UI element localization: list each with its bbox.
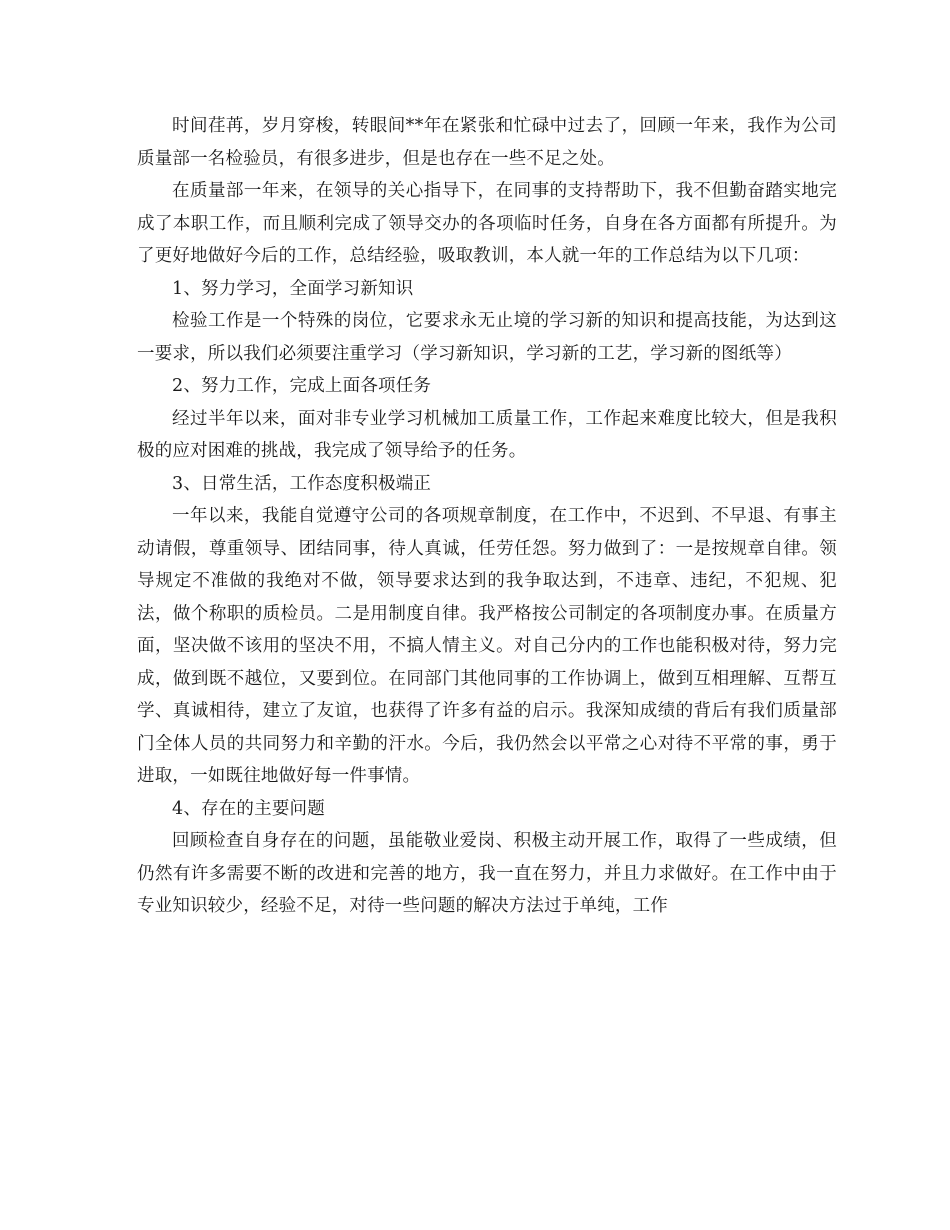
section-heading-3: 3、日常生活，工作态度积极端正 [172, 473, 432, 494]
paragraph-attitude: 一年以来，我能自觉遵守公司的各项规章制度，在工作中，不迟到、不早退、有事主动请假，尊重领导、团结同事，待人真诚，任劳任怨。努力做到了：一是按规章自律。领导规定不准做的我绝对不做，领导要求达到的我争取达到，不违章、违纪，不犯规、犯法，做个称职的质检员。二是用制度自律。我严格按公司制定的各项制度办事。在质量方面，坚决做不该用的坚决不用，不搞人情主义。对自己分内的工作也能积极对待，努力完成，做到既不越位，又要到位。在同部门其他同事的工作协调上，做到互相理解、互帮互学、真诚相待，建立了友谊，也获得了许多有益的启示。我深知成绩的背后有我们质量部门全体人员的共同努力和辛勤的汗水。今后，我仍然会以平常之心对待不平常的事，勇于进取，一如既往地做好每一件事情。 [137, 506, 837, 786]
section-heading-4: 4、存在的主要问题 [172, 798, 325, 819]
paragraph-overview: 在质量部一年来，在领导的关心指导下，在同事的支持帮助下，我不但勤奋踏实地完成了本职工作，而且顺利完成了领导交办的各项临时任务，自身在各方面都有所提升。为了更好地做好今后的工作，总结经验，吸取教训，本人就一年的工作总结为以下几项： [137, 181, 837, 266]
paragraph-problems: 回顾检查自身存在的问题，虽能敬业爱岗、积极主动开展工作，取得了一些成绩，但仍然有许多需要不断的改进和完善的地方，我一直在努力，并且力求做好。在工作中由于专业知识较少，经验不足，对待一些问题的解决方法过于单纯，工作 [137, 831, 837, 916]
document-body [137, 110, 837, 923]
paragraph-work: 经过半年以来，面对非专业学习机械加工质量工作，工作起来难度比较大，但是我积极的应对困难的挑战，我完成了领导给予的任务。 [137, 408, 837, 461]
section-heading-2: 2、努力工作，完成上面各项任务 [172, 376, 432, 396]
paragraph-intro: 时间荏苒，岁月穿梭，转眼间**年在紧张和忙碌中过去了，回顾一年来，我作为公司质量部一名检验员，有很多进步，但是也存在一些不足之处。 [137, 116, 837, 169]
section-heading-1: 1、努力学习，全面学习新知识 [172, 278, 414, 299]
paragraph-study: 检验工作是一个特殊的岗位，它要求永无止境的学习新的知识和提高技能，为达到这一要求，所以我们必须要注重学习（学习新知识，学习新的工艺，学习新的图纸等） [137, 311, 837, 364]
